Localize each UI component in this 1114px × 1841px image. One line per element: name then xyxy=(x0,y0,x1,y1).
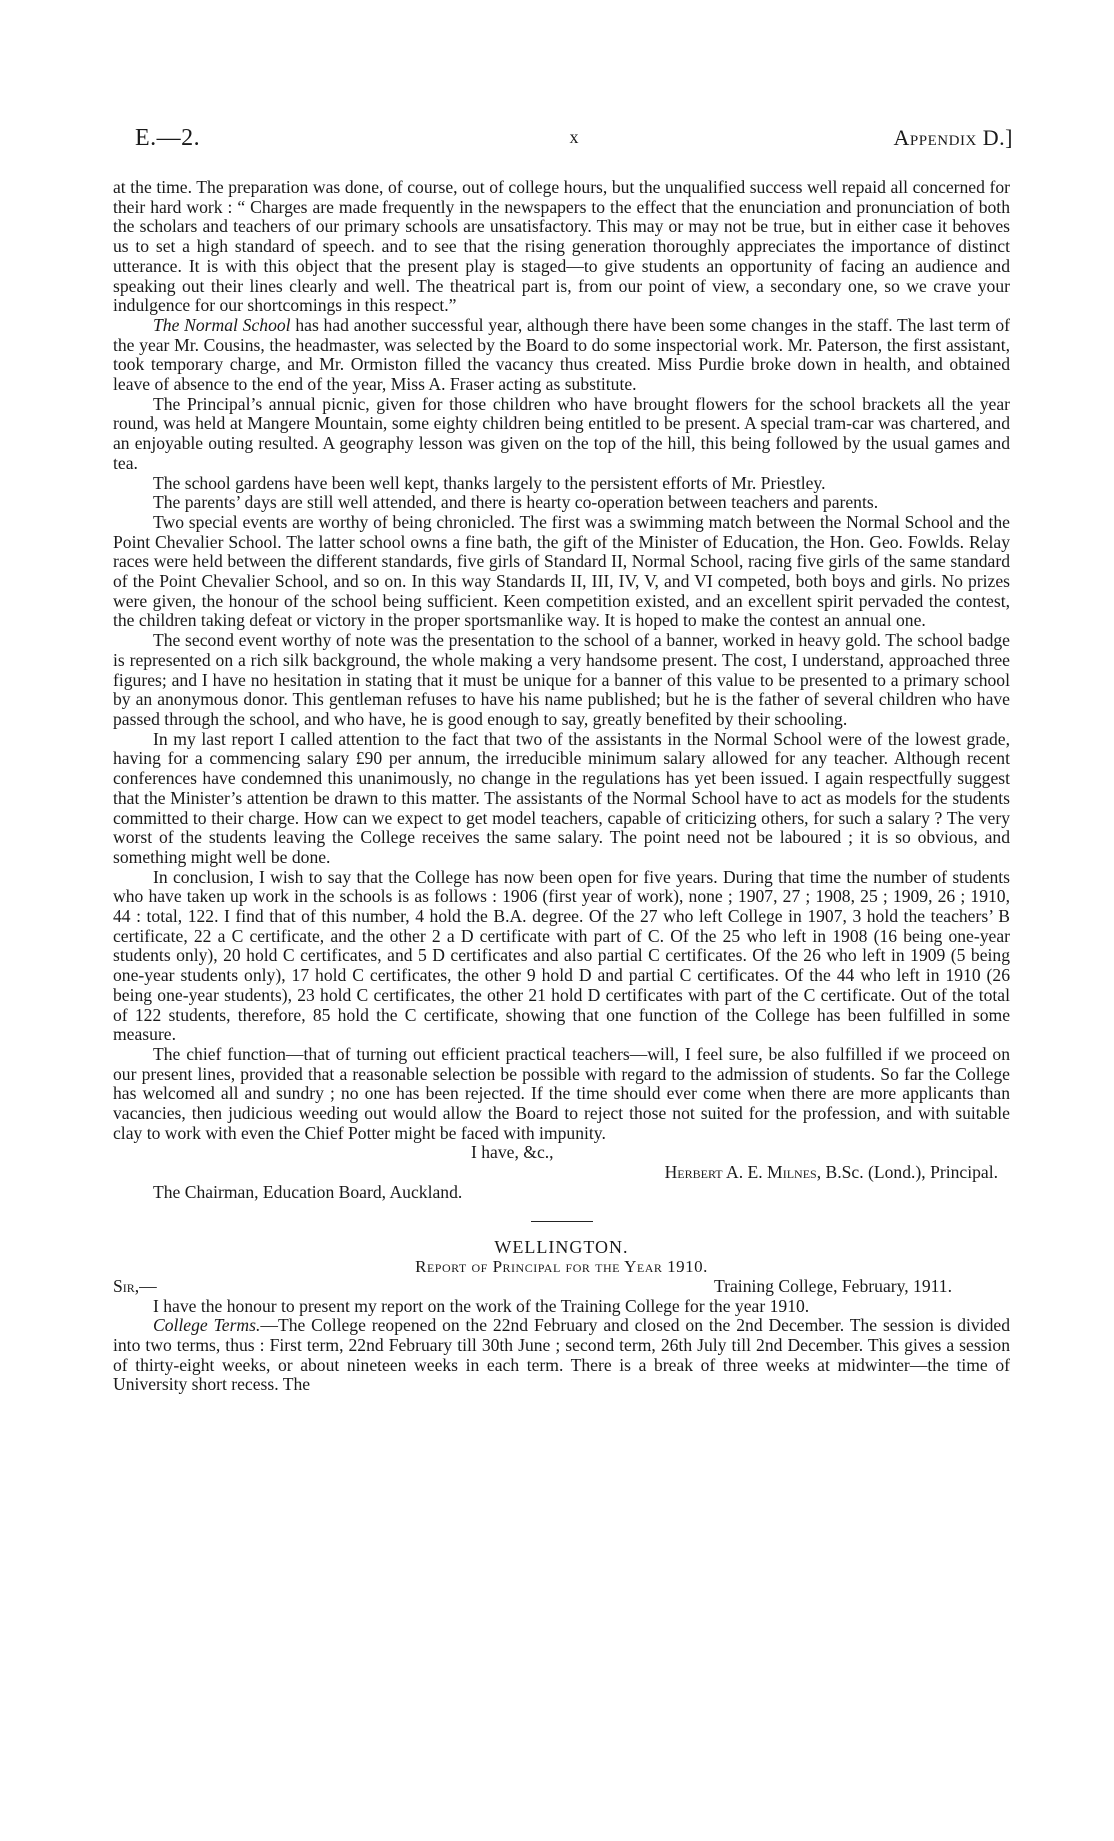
paragraph-wellington-intro: I have the honour to present my report on the work of the Training College for the year 1910. xyxy=(153,1295,810,1316)
paragraph-banner: The second event worthy of note was the presentation to the school of a banner, worked in heavy gold. The school badge is represented on a rich silk background, the whole making a very handsome present. The cost, I understand, approached three figures; and I have no hesitation in stating that it must be unique for a banner of this value to be presented to a primary school by an anonymous donor. This gentleman refuses to have his name published; but he is the father of several children who have passed through the school, and who have, he is good enough to say, greatly benefited by their schooling. xyxy=(113,630,1010,729)
section-subheading: Report of Principal for the Year 1910. xyxy=(415,1257,708,1277)
salutation-row xyxy=(113,1277,1010,1297)
signature-credentials: , B.Sc. (Lond.), Principal. xyxy=(816,1162,998,1183)
header-page-number: x xyxy=(569,127,579,147)
paragraph-college-terms xyxy=(113,1316,1010,1395)
header-appendix-label: Appendix D.] xyxy=(893,125,1013,150)
paragraph-text: has had another successful year, although there have been some changes in the staff. The last term of the year Mr. Cousins, the headmaster, was selected by the Board to do some inspectorial work. Mr. Paterson, the first assistant, took temporary charge, and Mr. Ormiston filled the vacancy thus created. Miss Purdie broke down in health, and obtained leave of absence to the end of the year, Miss A. Fraser acting as substitute. xyxy=(113,314,1010,395)
paragraph-chief-function: The chief function—that of turning out efficient practical teachers—will, I feel sure, be also fulfilled if we proceed on our present lines, provided that a reasonable selection be possible with regard to the admission of students. So far the College has welcomed all and sundry ; no one has been rejected. If the time should ever come when there are more applicants than vacancies, then judicious weeding out would allow the Board to reject those not suited for the profession, and with suitable clay to work with even the Chief Potter might be faced with impunity. xyxy=(113,1043,1010,1143)
signature xyxy=(113,1163,1010,1183)
paragraph-picnic: The Principal’s annual picnic, given for those children who have brought flowers for the school brackets all the year round, was held at Mangere Mountain, some eighty children being entitled to be present. A special tram-car was chartered, and an enjoyable outing resulted. A geography lesson was given on the top of the hill, this being followed by the usual games and tea. xyxy=(113,393,1010,473)
header-series-code: E.—2. xyxy=(135,125,201,151)
section-divider xyxy=(531,1221,593,1222)
paragraph-gardens: The school gardens have been well kept, thanks largely to the persistent efforts of Mr. Priestley. xyxy=(153,472,826,493)
italic-lead-college-terms: College Terms. xyxy=(153,1315,261,1336)
paragraph-conclusion: In conclusion, I wish to say that the College has now been open for five years. During that time the number of students who have taken up work in the schools is as follows : 1906 (first year of work), none ; 1907, 27 ; 1908, 25 ; 1909, 26 ; 1910, 44 : total, 122. I find that of this number, 4 hold the B.A. degree. Of the 27 who left College in 1907, 3 hold the teachers’ B certificate, 22 a C certificate, and the other 2 a D certificate with part of C. Of the 25 who left in 1908 (16 being one-year students only), 20 hold C certificates, and 5 D certificates and also partial C certificates. Of the 26 who left in 1909 (5 being one-year students only), 17 hold C certificates, the other 9 hold D and partial C certificates. Of the 44 who left in 1910 (26 being one-year students), 23 hold C certificates, the other 21 hold D certificates with part of the C certificate. Out of the total of 122 students, therefore, 85 hold the C certificate, showing that one function of the College has been fulfilled in some measure. xyxy=(113,866,1010,1045)
section-heading: WELLINGTON. xyxy=(494,1236,629,1257)
document-body xyxy=(113,178,1010,1395)
addressee-line: The Chairman, Education Board, Auckland. xyxy=(153,1181,463,1202)
salutation: Sir,— xyxy=(113,1275,157,1296)
paragraph-parents-days: The parents’ days are still well attended, and there is hearty co-operation between teachers and parents. xyxy=(153,492,879,513)
closing-line: I have, &c., xyxy=(471,1142,554,1163)
dateline: Training College, February, 1911. xyxy=(714,1275,952,1296)
page-header xyxy=(135,125,1013,159)
signature-name: Herbert A. E. Milnes xyxy=(664,1162,817,1183)
paragraph-salary: In my last report I called attention to the fact that two of the assistants in the Normal School were of the lowest grade, having for a commencing salary £90 per annum, the irreducible minimum salary allowed for any teacher. Although recent conferences have condemned this unanimously, no change in the regulations has yet been issued. I again respectfully suggest that the Minister’s attention be drawn to this matter. The assistants of the Normal School have to act as models for the students committed to their charge. How can we expect to get model teachers, capable of criticizing others, for such a salary ? The very worst of the students leaving the College receives the same salary. The point need not be laboured ; it is so obvious, and something might well be done. xyxy=(113,728,1010,867)
italic-lead-normal-school: The Normal School xyxy=(153,314,291,335)
paragraph-swimming-match: Two special events are worthy of being chronicled. The first was a swimming match between the Normal School and the Point Chevalier School. The latter school owns a fine bath, the gift of the Minister of Education, the Hon. Geo. Fowlds. Relay races were held between the different standards, five girls of Standard II, Normal School, racing five girls of the same standard of the Point Chevalier School, and so on. In this way Standards II, III, IV, V, and VI competed, both boys and girls. No prizes were given, the honour of the school being sufficient. Keen competition existed, and an excellent spirit pervaded the contest, the children taking defeat or victory in the proper sportsmanlike way. It is hoped to make the contest an annual one. xyxy=(113,511,1010,631)
paragraph-continuation: at the time. The preparation was done, of course, out of college hours, but the unqualified success well repaid all concerned for their hard work : “ Charges are made frequently in the newspapers to the effect that the enunciation and pronunciation of both the scholars and teachers of our primary schools are unsatisfactory. This may or may not be true, but in either case it behoves us to set a high standard of speech. and to see that the rising generation thoroughly appreciates the importance of distinct utterance. It is with this object that the present play is staged—to give students an opportunity of facing an audience and speaking out their lines clearly and well. The theatrical part is, from our point of view, a secondary one, so we crave your indulgence for our shortcomings in this respect.” xyxy=(113,177,1010,316)
paragraph-normal-school xyxy=(113,316,1010,395)
paragraph-text: —The College reopened on the 22nd February and closed on the 2nd December. The session is divided into two terms, thus : First term, 22nd February till 30th June ; second term, 26th July till 2nd December. This gives a session of thirty-eight weeks, or about nineteen weeks in each term. There is a break of three weeks at midwinter—the time of University short recess. The xyxy=(113,1315,1011,1395)
